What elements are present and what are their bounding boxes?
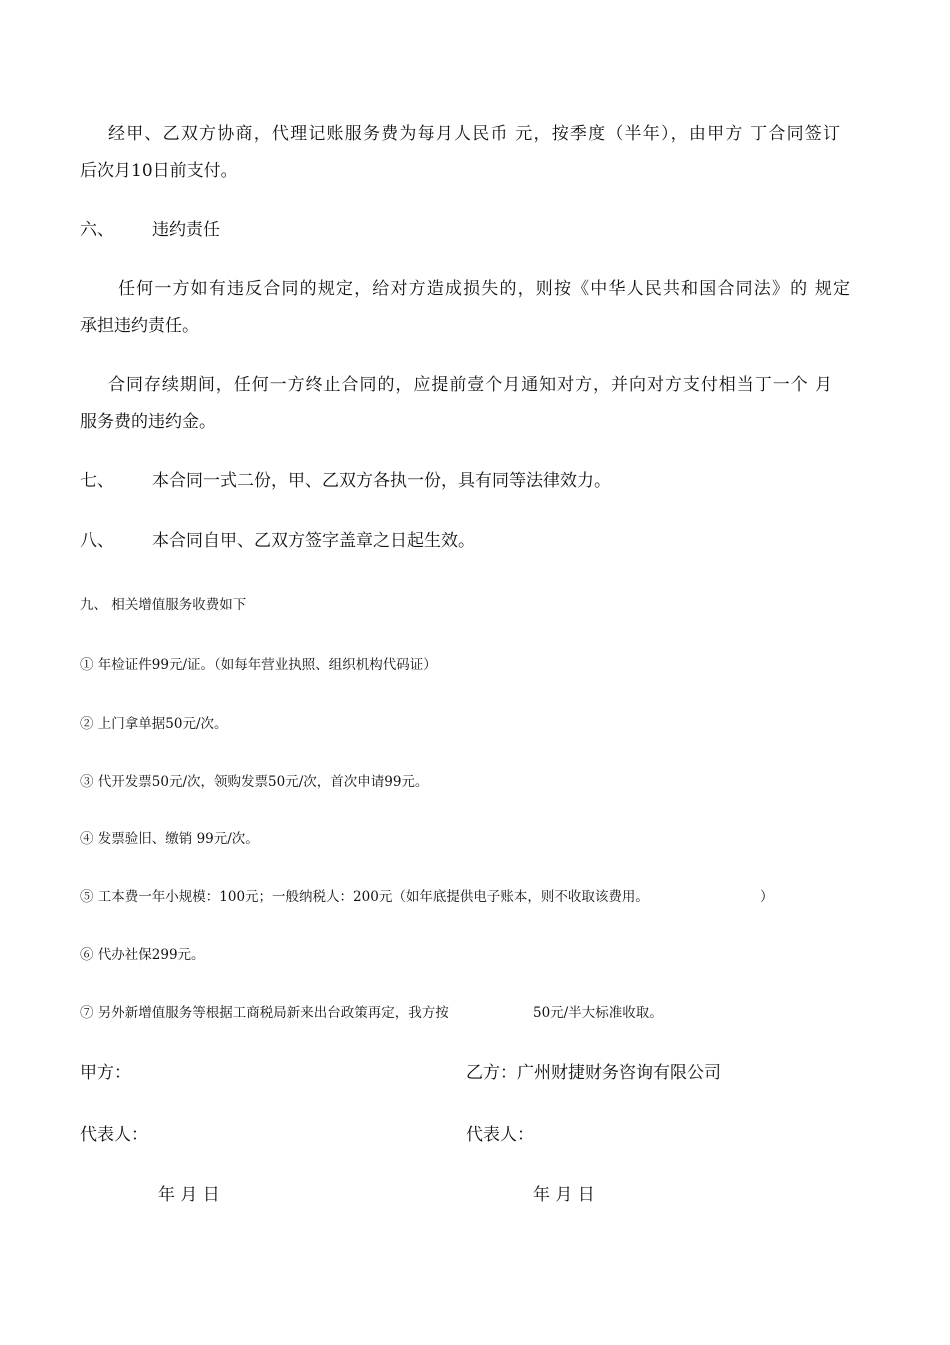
section-7-text: 本合同一式二份，甲、乙双方各执一份，具有同等法律效力。 [152, 471, 611, 491]
service-item-7: ⑦ 另外新增值服务等根据工商税局新来出台政策再定，我方按 [80, 1005, 449, 1021]
service-item-4: ④ 发票验旧、缴销 99元/次。 [80, 831, 259, 847]
section-6-title: 违约责任 [152, 220, 220, 240]
section-8-text: 本合同自甲、乙双方签字盖章之日起生效。 [152, 531, 475, 551]
liability-paragraph-2-line-1: 合同存续期间，任何一方终止合同的，应提前壹个月通知对方，并向对方支付相当丁一个 月 [108, 375, 832, 395]
party-b-representative-label: 代表人： [466, 1125, 534, 1145]
section-9-heading: 九、 相关增值服务收费如下 [80, 597, 247, 613]
fee-paragraph-line-2: 后次月10日前支付。 [80, 161, 238, 181]
service-item-5: ⑤ 工本费一年小规模：100元；一般纳税人：200元（如年底提供电子账本，则不收取该费用。 [80, 889, 649, 905]
service-item-2: ② 上门拿单据50元/次。 [80, 716, 228, 732]
section-8-number: 八、 [80, 531, 114, 551]
party-a-representative-label: 代表人： [80, 1125, 148, 1145]
party-a-label: 甲方： [80, 1063, 131, 1083]
fee-paragraph-line-1: 经甲、乙双方协商，代理记账服务费为每月人民币 元，按季度（半年），由甲方 丁合同签订 [108, 124, 840, 144]
service-item-3: ③ 代开发票50元/次，领购发票50元/次，首次申请99元。 [80, 774, 429, 790]
liability-paragraph-1-line-1: 任何一方如有违反合同的规定，给对方造成损失的，则按《中华人民共和国合同法》的 规定 [118, 279, 850, 299]
liability-paragraph-2-line-2: 服务费的违约金。 [80, 412, 216, 432]
party-b-date: 年 月 日 [533, 1185, 595, 1205]
section-6-number: 六、 [80, 220, 114, 240]
liability-paragraph-1-line-2: 承担违约责任。 [80, 316, 199, 336]
party-a-date: 年 月 日 [158, 1185, 220, 1205]
party-b-label: 乙方：广州财捷财务咨询有限公司 [466, 1063, 721, 1083]
service-item-6: ⑥ 代办社保299元。 [80, 947, 205, 963]
service-item-5-close: ） [760, 889, 774, 905]
section-7-number: 七、 [80, 471, 114, 491]
service-item-1: ① 年检证件99元/证。（如每年营业执照、组织机构代码证） [80, 657, 437, 673]
service-item-7-rate: 50元/半大标准收取。 [533, 1005, 663, 1021]
